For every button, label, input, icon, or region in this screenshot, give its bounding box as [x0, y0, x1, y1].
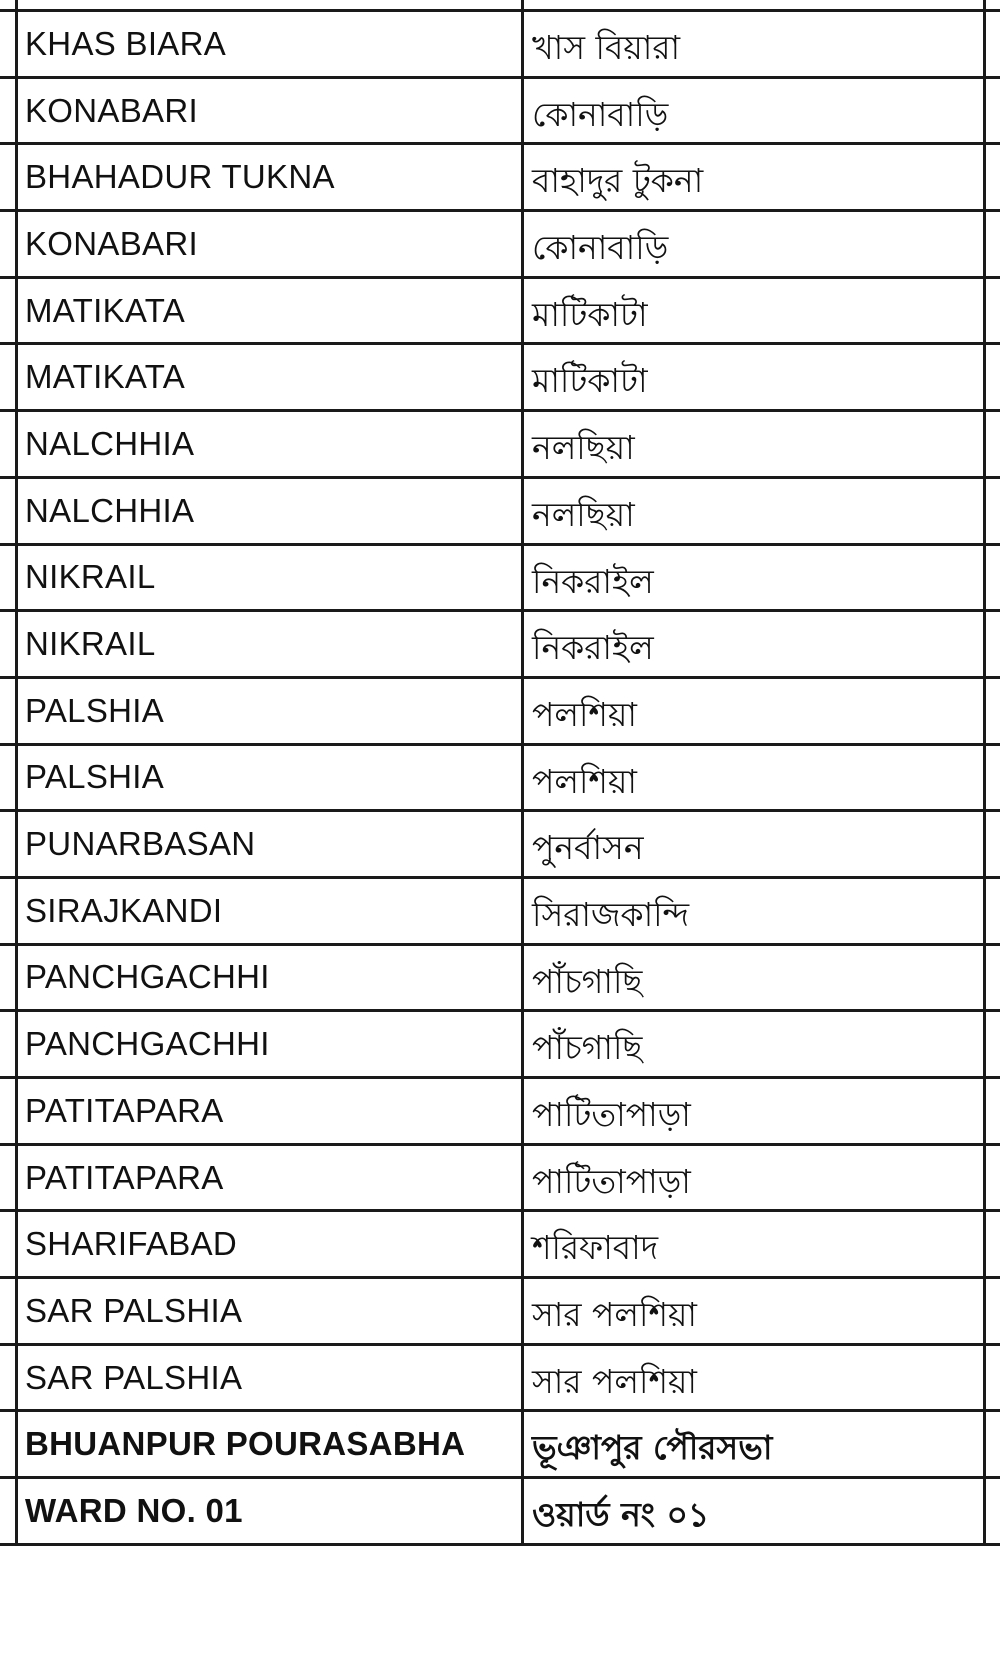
bengali-name-cell: শরিফাবাদ	[524, 1212, 986, 1276]
table-row	[0, 679, 1000, 746]
table-row	[0, 1079, 1000, 1146]
english-name-cell: MATIKATA	[18, 345, 524, 409]
bengali-name-cell: পলশিয়া	[524, 746, 986, 810]
bengali-name-cell: কোনাবাড়ি	[524, 79, 986, 143]
english-name-cell: NIKRAIL	[18, 546, 524, 610]
column-rule	[983, 0, 986, 12]
english-name-cell: BHAHADUR TUKNA	[18, 145, 524, 209]
bengali-name-cell: পাটিতাপাড়া	[524, 1079, 986, 1143]
bengali-name-cell: সিরাজকান্দি	[524, 879, 986, 943]
english-name-cell: PALSHIA	[18, 679, 524, 743]
english-name-cell: PANCHGACHHI	[18, 1012, 524, 1076]
table-row	[0, 1012, 1000, 1079]
bengali-name-cell: নলছিয়া	[524, 412, 986, 476]
table-row	[0, 479, 1000, 546]
english-name-cell: KONABARI	[18, 212, 524, 276]
bengali-name-cell: পুনর্বাসন	[524, 812, 986, 876]
english-name-cell: KHAS BIARA	[18, 12, 524, 76]
english-name-cell: SAR PALSHIA	[18, 1279, 524, 1343]
table-row	[0, 746, 1000, 813]
english-name-cell: PATITAPARA	[18, 1079, 524, 1143]
english-name-cell: PANCHGACHHI	[18, 946, 524, 1010]
table-row-heading	[0, 1412, 1000, 1479]
english-name-cell: SAR PALSHIA	[18, 1346, 524, 1410]
bengali-name-cell: কোনাবাড়ি	[524, 212, 986, 276]
english-name-cell: NIKRAIL	[18, 612, 524, 676]
table-row	[0, 279, 1000, 346]
bengali-name-cell: নিকরাইল	[524, 546, 986, 610]
bengali-name-cell: নিকরাইল	[524, 612, 986, 676]
english-name-cell: NALCHHIA	[18, 412, 524, 476]
column-rule	[521, 0, 524, 12]
english-name-cell: PALSHIA	[18, 746, 524, 810]
table-row	[0, 612, 1000, 679]
table-row	[0, 412, 1000, 479]
english-name-cell: MATIKATA	[18, 279, 524, 343]
table-row	[0, 12, 1000, 79]
table-row	[0, 1279, 1000, 1346]
place-name-table	[0, 12, 1000, 1546]
english-name-cell: SIRAJKANDI	[18, 879, 524, 943]
table-row	[0, 879, 1000, 946]
table-top-edge	[0, 0, 1000, 12]
table-row	[0, 1146, 1000, 1213]
table-row	[0, 212, 1000, 279]
table-row	[0, 1346, 1000, 1413]
bengali-name-cell: মাটিকাটা	[524, 279, 986, 343]
english-name-cell: NALCHHIA	[18, 479, 524, 543]
bengali-name-cell: ভূঞাপুর পৌরসভা	[524, 1412, 986, 1476]
table-row	[0, 812, 1000, 879]
table-row	[0, 145, 1000, 212]
table-row	[0, 1212, 1000, 1279]
english-name-cell: BHUANPUR POURASABHA	[18, 1412, 524, 1476]
english-name-cell: PATITAPARA	[18, 1146, 524, 1210]
bengali-name-cell: পাঁচগাছি	[524, 946, 986, 1010]
bengali-name-cell: খাস বিয়ারা	[524, 12, 986, 76]
english-name-cell: WARD NO. 01	[18, 1479, 524, 1543]
table-row	[0, 345, 1000, 412]
table-row	[0, 79, 1000, 146]
bengali-name-cell: সার পলশিয়া	[524, 1346, 986, 1410]
bengali-name-cell: পলশিয়া	[524, 679, 986, 743]
bengali-name-cell: মাটিকাটা	[524, 345, 986, 409]
english-name-cell: KONABARI	[18, 79, 524, 143]
bengali-name-cell: বাহাদুর টুকনা	[524, 145, 986, 209]
column-rule	[15, 0, 18, 12]
bengali-name-cell: পাটিতাপাড়া	[524, 1146, 986, 1210]
english-name-cell: SHARIFABAD	[18, 1212, 524, 1276]
bengali-name-cell: নলছিয়া	[524, 479, 986, 543]
table-row	[0, 546, 1000, 613]
table-row	[0, 946, 1000, 1013]
bengali-name-cell: পাঁচগাছি	[524, 1012, 986, 1076]
bengali-name-cell: সার পলশিয়া	[524, 1279, 986, 1343]
table-row-heading	[0, 1479, 1000, 1546]
english-name-cell: PUNARBASAN	[18, 812, 524, 876]
bengali-name-cell: ওয়ার্ড নং ০১	[524, 1479, 986, 1543]
